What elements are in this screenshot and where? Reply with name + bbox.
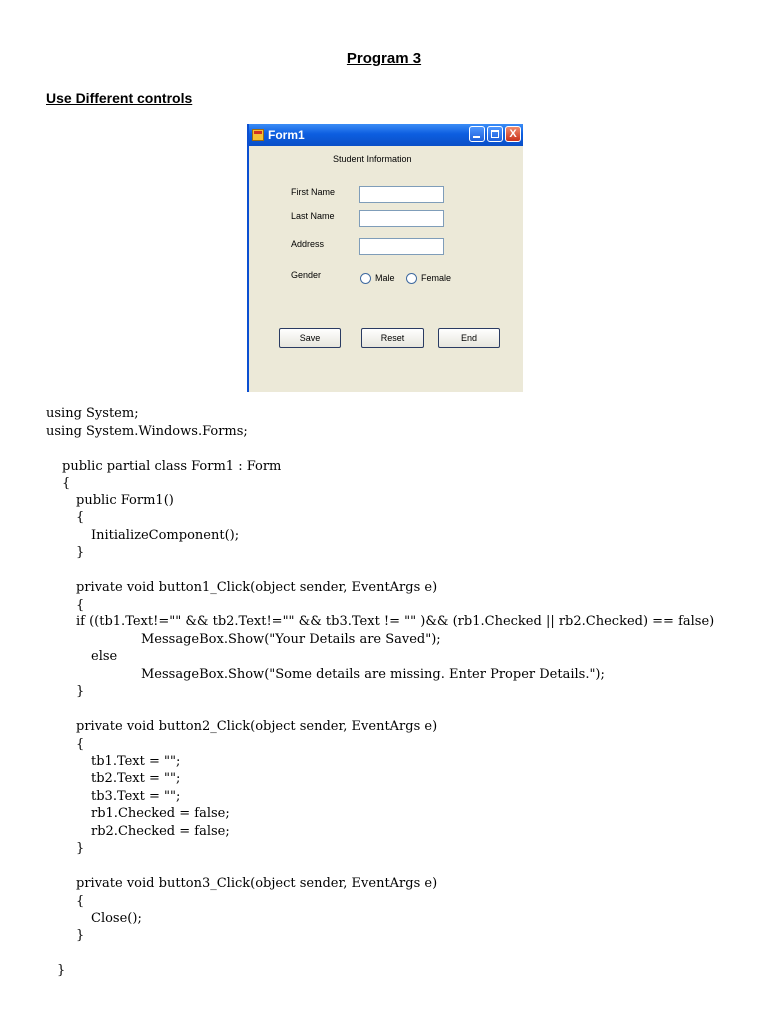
- female-radio[interactable]: [406, 273, 417, 284]
- code-line: MessageBox.Show("Your Details are Saved");: [141, 632, 441, 647]
- code-line: tb3.Text = "";: [91, 789, 181, 804]
- code-line: Close();: [91, 911, 142, 926]
- code-line: tb1.Text = "";: [91, 754, 181, 769]
- code-line: private void button3_Click(object sender, EventArgs e): [76, 876, 438, 891]
- code-line: InitializeComponent();: [91, 528, 240, 543]
- code-line: }: [76, 928, 85, 943]
- code-line: MessageBox.Show("Some details are missing. Enter Proper Details.");: [141, 667, 605, 682]
- end-button[interactable]: End: [438, 328, 500, 348]
- first-name-label: First Name: [291, 187, 336, 197]
- section-heading: Use Different controls: [46, 90, 193, 106]
- code-line: public Form1(): [76, 493, 174, 508]
- code-line: rb1.Checked = false;: [91, 806, 230, 821]
- female-radio-label: Female: [421, 273, 452, 283]
- code-line: {: [62, 476, 71, 491]
- male-radio[interactable]: [360, 273, 371, 284]
- form-heading: Student Information: [333, 154, 412, 164]
- save-button[interactable]: Save: [279, 328, 341, 348]
- code-line: rb2.Checked = false;: [91, 824, 230, 839]
- code-line: tb2.Text = "";: [91, 771, 181, 786]
- code-line: }: [57, 963, 66, 978]
- code-line: }: [76, 684, 85, 699]
- form-window-screenshot: [247, 124, 523, 392]
- maximize-icon: [491, 130, 499, 138]
- gender-label: Gender: [291, 270, 322, 280]
- last-name-field[interactable]: [359, 210, 444, 227]
- code-line: }: [76, 545, 85, 560]
- code-line: public partial class Form1 : Form: [62, 459, 282, 474]
- code-line: }: [76, 841, 85, 856]
- address-label: Address: [291, 239, 325, 249]
- code-line: private void button1_Click(object sender, EventArgs e): [76, 580, 438, 595]
- minimize-button[interactable]: [469, 126, 485, 142]
- code-line: if ((tb1.Text!="" && tb2.Text!="" && tb3.Text != "" )&& (rb1.Checked || rb2.Checked) == false): [76, 614, 715, 629]
- reset-button[interactable]: Reset: [361, 328, 424, 348]
- code-line: private void button2_Click(object sender, EventArgs e): [76, 719, 438, 734]
- code-line: {: [76, 598, 85, 613]
- code-line: {: [76, 510, 85, 525]
- first-name-field[interactable]: [359, 186, 444, 203]
- minimize-icon: [473, 136, 480, 138]
- code-line: {: [76, 737, 85, 752]
- code-line: using System.Windows.Forms;: [46, 424, 248, 439]
- maximize-button[interactable]: [487, 126, 503, 142]
- code-line: {: [76, 894, 85, 909]
- window-titlebar: [249, 124, 523, 146]
- address-field[interactable]: [359, 238, 444, 255]
- form-app-icon: [252, 129, 264, 141]
- last-name-label: Last Name: [291, 211, 335, 221]
- code-line: using System;: [46, 406, 139, 421]
- close-button[interactable]: X: [505, 126, 521, 142]
- window-title: Form1: [268, 128, 305, 142]
- male-radio-label: Male: [375, 273, 395, 283]
- document-title: Program 3: [346, 50, 422, 67]
- code-line: else: [91, 649, 118, 664]
